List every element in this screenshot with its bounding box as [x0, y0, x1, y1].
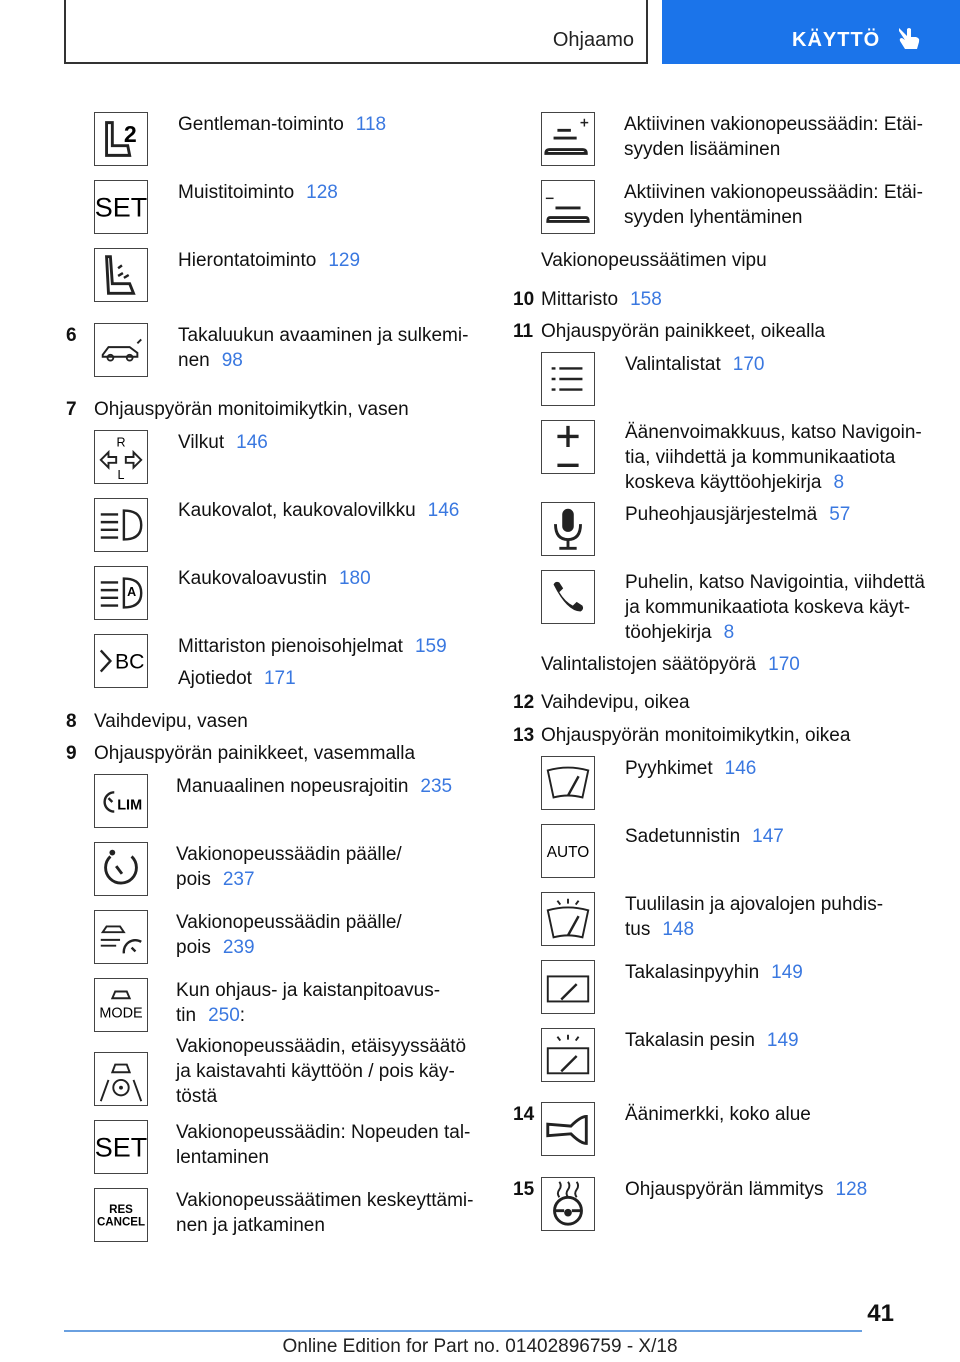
- lim-icon: [94, 774, 148, 828]
- svg-text:R: R: [116, 435, 126, 450]
- section-heading-10: Mittaristo 158: [541, 289, 662, 310]
- page-ref[interactable]: 171: [263, 668, 296, 689]
- page-ref[interactable]: 149: [766, 1030, 799, 1051]
- massage-seat-icon: [94, 248, 148, 302]
- page-ref[interactable]: 146: [427, 500, 460, 521]
- s9-item-2: Vakionopeussäädin päälle/ pois 237: [176, 844, 402, 890]
- page-ref[interactable]: 118: [355, 114, 387, 135]
- seat-2-icon: [94, 112, 148, 166]
- item-number-6: 6: [66, 325, 77, 346]
- page-ref[interactable]: 149: [771, 962, 803, 983]
- page-ref[interactable]: 57: [829, 504, 851, 525]
- list-icon: [541, 352, 595, 406]
- page-ref[interactable]: 239: [222, 937, 255, 958]
- page-ref[interactable]: 98: [221, 350, 243, 371]
- svg-text:AUTO: AUTO: [546, 843, 590, 861]
- page-ref[interactable]: 158: [630, 289, 662, 310]
- footer-edition: Online Edition for Part no. 01402896759 - X/18: [282, 1336, 678, 1357]
- s11-item-4: Puhelin, katso Navigointia, viihdettä ja kommunikaatiota koskeva käyt- töohjekirja 8: [625, 572, 925, 643]
- page-ref[interactable]: 148: [662, 919, 695, 940]
- page-ref[interactable]: 8: [723, 622, 735, 643]
- page-ref[interactable]: 128: [835, 1179, 868, 1200]
- s13-item-1: Pyyhkimet 146: [625, 758, 757, 779]
- right-dist-item-1: Aktiivinen vakionopeussäädin: Etäi- syyden lisääminen: [624, 114, 923, 160]
- s9-item-5: Vakionopeussäädin, etäisyyssäätö ja kaistavahti käyttöön / pois käy- töstä: [176, 1036, 467, 1107]
- s9-item-7: Vakionopeussäätimen keskeyttämi- nen ja jatkaminen: [176, 1190, 474, 1236]
- s7-item-3: Kaukovaloavustin 180: [178, 568, 371, 589]
- svg-text:L: L: [117, 468, 125, 483]
- item-number-12: 12: [513, 692, 535, 713]
- horn-item: Äänimerkki, koko alue: [625, 1104, 811, 1125]
- s11-item-2: Äänenvoimakkuus, katso Navigoin- tia, viihdettä ja kommunikaatiota koskeva käyttöohjekirja 8: [625, 422, 922, 493]
- section-heading-9: Ohjauspyörän painikkeet, vasemmalla: [94, 743, 416, 764]
- bc-icon: [94, 634, 148, 688]
- distance-decrease-icon: [541, 180, 595, 234]
- rear-wiper-icon: [541, 960, 595, 1014]
- section-heading-12: Vaihdevipu, oikea: [541, 692, 690, 713]
- svg-text:RES: RES: [109, 1204, 133, 1217]
- s9-item-4: Kun ohjaus- ja kaistanpitoavus- tin 250:: [176, 980, 441, 1026]
- s13-item-4: Takalasinpyyhin 149: [625, 962, 803, 983]
- turn-signal-icon: [94, 430, 148, 484]
- page-ref[interactable]: 159: [414, 636, 447, 657]
- cruise-lever-label: Vakionopeussäätimen vipu: [541, 250, 767, 271]
- right-dist-item-2: Aktiivinen vakionopeussäädin: Etäi- syyden lyhentäminen: [624, 182, 923, 228]
- page-ref[interactable]: 128: [306, 182, 338, 203]
- high-beam-assist-icon: [94, 566, 148, 620]
- steering-heat-icon: [541, 1177, 595, 1231]
- high-beam-icon: [94, 498, 148, 552]
- section-heading-13: Ohjauspyörän monitoimikytkin, oikea: [541, 725, 851, 746]
- page-ref[interactable]: 180: [338, 568, 371, 589]
- page-number: 41: [867, 1300, 894, 1327]
- s7-item-2: Kaukovalot, kaukovalovilkku 146: [178, 500, 460, 521]
- selection-wheel-item: Valintalistojen säätöpyörä 170: [541, 654, 800, 675]
- header-section-box: [64, 0, 648, 64]
- steering-heat-item: Ohjauspyörän lämmitys 128: [625, 1179, 868, 1200]
- section-heading-7: Ohjauspyörän monitoimikytkin, vasen: [94, 399, 409, 420]
- s11-item-3: Puheohjausjärjestelmä 57: [625, 504, 851, 525]
- page-ref[interactable]: 170: [768, 654, 800, 675]
- s7-item-4: Mittariston pienoisohjelmat 159: [178, 636, 447, 657]
- svg-text:CANCEL: CANCEL: [96, 1216, 146, 1229]
- svg-text:BC: BC: [114, 650, 145, 674]
- washer-icon: [541, 892, 595, 946]
- item-number-10: 10: [513, 289, 535, 310]
- page-ref[interactable]: 235: [420, 776, 453, 797]
- wiper-icon: [541, 756, 595, 810]
- section-heading-11: Ohjauspyörän painikkeet, oikealla: [541, 321, 826, 342]
- s11-item-1: Valintalistat 170: [625, 354, 765, 375]
- item-number-9: 9: [66, 743, 77, 764]
- microphone-icon: [541, 502, 595, 556]
- svg-text:MODE: MODE: [99, 1005, 143, 1022]
- pointing-hand-icon: [896, 25, 922, 51]
- res-cancel-icon: [94, 1188, 148, 1242]
- svg-text:SET: SET: [95, 1132, 147, 1163]
- seat-item-1: Gentleman-toiminto 118: [178, 114, 387, 135]
- header-chapter-tab: [662, 0, 960, 64]
- item-number-15: 15: [513, 1179, 535, 1200]
- footer-divider: [64, 1330, 862, 1332]
- rear-washer-icon: [541, 1028, 595, 1082]
- page-ref[interactable]: 250: [208, 1005, 240, 1026]
- s9-item-1: Manuaalinen nopeusrajoitin 235: [176, 776, 453, 797]
- item-number-8: 8: [66, 711, 77, 732]
- page-ref[interactable]: 8: [833, 472, 845, 493]
- s13-item-3: Tuulilasin ja ajovalojen puhdis- tus 148: [625, 894, 884, 940]
- item-number-11: 11: [513, 321, 534, 342]
- tailgate-item: Takaluukun avaaminen ja sulkemi- nen 98: [178, 325, 469, 371]
- cruise-control-icon: [94, 842, 148, 896]
- section-heading-8: Vaihdevipu, vasen: [94, 711, 248, 732]
- set-icon: [94, 1120, 148, 1174]
- svg-text:2: 2: [123, 120, 137, 147]
- page-ref[interactable]: 146: [724, 758, 757, 779]
- s13-item-5: Takalasin pesin 149: [625, 1030, 799, 1051]
- s7-extra: Ajotiedot 171: [178, 668, 296, 689]
- page-ref[interactable]: 129: [328, 250, 361, 271]
- seat-item-2: Muistitoiminto 128: [178, 182, 338, 203]
- auto-icon: [541, 824, 595, 878]
- mode-icon: [94, 978, 148, 1032]
- svg-text:LIM: LIM: [117, 797, 143, 814]
- tailgate-icon: [94, 323, 148, 377]
- page-ref[interactable]: 146: [236, 432, 268, 453]
- s9-item-6: Vakionopeussäädin: Nopeuden tal- lentaminen: [176, 1122, 471, 1168]
- header-section-title: Ohjaamo: [552, 29, 634, 51]
- item-number-14: 14: [513, 1104, 535, 1125]
- seat-item-3: Hierontatoiminto 129: [178, 250, 361, 271]
- set-icon: [94, 180, 148, 234]
- item-number-13: 13: [513, 725, 535, 746]
- svg-text:SET: SET: [95, 192, 147, 223]
- header-chapter-title: KÄYTTÖ: [792, 29, 881, 51]
- item-number-7: 7: [66, 399, 77, 420]
- distance-increase-icon: [541, 112, 595, 166]
- volume-icon: [541, 420, 595, 474]
- active-cruise-icon: [94, 910, 148, 964]
- horn-icon: [541, 1102, 595, 1156]
- s13-item-2: Sadetunnistin 147: [625, 826, 784, 847]
- svg-text:A: A: [127, 584, 137, 599]
- page-ref[interactable]: 170: [732, 354, 765, 375]
- page-ref[interactable]: 237: [222, 869, 255, 890]
- page-ref[interactable]: 147: [752, 826, 784, 847]
- s9-item-3: Vakionopeussäädin päälle/ pois 239: [176, 912, 402, 958]
- lane-assist-icon: [94, 1052, 148, 1106]
- phone-icon: [541, 570, 595, 624]
- s7-item-1: Vilkut 146: [178, 432, 268, 453]
